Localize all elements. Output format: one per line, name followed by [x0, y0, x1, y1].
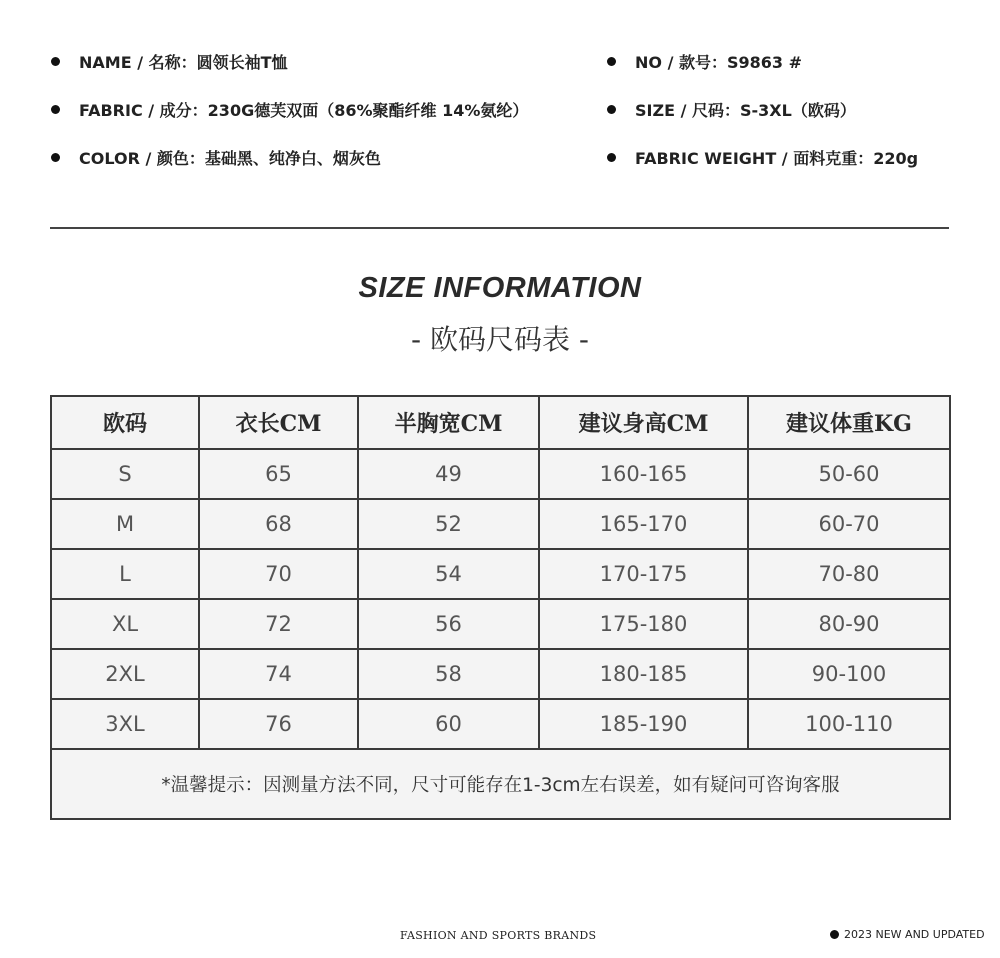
cell-height: 170-175	[539, 549, 748, 599]
header-half-chest: 半胸宽CM	[358, 396, 539, 449]
spec-fabric-text: FABRIC / 成分：230G德芙双面（86%聚酯纤维 14%氨纶）	[79, 101, 529, 120]
cell-height: 180-185	[539, 649, 748, 699]
cell-size: 3XL	[51, 699, 199, 749]
cell-length: 76	[199, 699, 358, 749]
cell-length: 68	[199, 499, 358, 549]
header-height: 建议身高CM	[539, 396, 748, 449]
cell-height: 185-190	[539, 699, 748, 749]
cell-weight: 70-80	[748, 549, 950, 599]
cell-weight: 100-110	[748, 699, 950, 749]
cell-half-chest: 54	[358, 549, 539, 599]
cell-size: XL	[51, 599, 199, 649]
bullet-icon	[607, 57, 616, 66]
footer-update	[830, 928, 985, 941]
table-row	[51, 449, 950, 499]
size-table	[50, 395, 951, 820]
spec-name-text: NAME / 名称：圆领长袖T恤	[79, 53, 288, 72]
spec-color	[51, 146, 381, 169]
spec-no-text: NO / 款号：S9863 #	[635, 53, 803, 72]
cell-weight: 90-100	[748, 649, 950, 699]
bullet-icon	[607, 153, 616, 162]
cell-size: L	[51, 549, 199, 599]
cell-size: M	[51, 499, 199, 549]
cell-length: 70	[199, 549, 358, 599]
footer-brand-text: FASHION AND SPORTS BRANDS	[400, 929, 597, 942]
cell-size: S	[51, 449, 199, 499]
cell-height: 160-165	[539, 449, 748, 499]
cell-weight: 60-70	[748, 499, 950, 549]
bullet-icon	[51, 153, 60, 162]
bullet-icon	[51, 57, 60, 66]
table-header-row	[51, 396, 950, 449]
spec-size-text: SIZE / 尺码：S-3XL（欧码）	[635, 101, 856, 120]
table-row	[51, 599, 950, 649]
cell-half-chest: 60	[358, 699, 539, 749]
cell-half-chest: 49	[358, 449, 539, 499]
cell-half-chest: 56	[358, 599, 539, 649]
bullet-icon	[607, 105, 616, 114]
cell-length: 74	[199, 649, 358, 699]
table-row	[51, 649, 950, 699]
cell-size: 2XL	[51, 649, 199, 699]
spec-fabric-weight-text: FABRIC WEIGHT / 面料克重：220g	[635, 149, 919, 168]
divider	[50, 227, 949, 229]
spec-fabric	[51, 98, 528, 121]
section-title-en: SIZE INFORMATION	[358, 272, 642, 304]
table-row	[51, 699, 950, 749]
header-length: 衣长CM	[199, 396, 358, 449]
spec-fabric-weight	[607, 146, 918, 169]
table-row	[51, 499, 950, 549]
table-note-row	[51, 749, 950, 819]
cell-weight: 50-60	[748, 449, 950, 499]
cell-length: 65	[199, 449, 358, 499]
spec-no	[607, 50, 802, 73]
header-size: 欧码	[51, 396, 199, 449]
measurement-note: *温馨提示：因测量方法不同，尺寸可能存在1-3cm左右误差，如有疑问可咨询客服	[51, 749, 950, 819]
cell-half-chest: 58	[358, 649, 539, 699]
cell-half-chest: 52	[358, 499, 539, 549]
cell-weight: 80-90	[748, 599, 950, 649]
cell-length: 72	[199, 599, 358, 649]
bullet-icon	[51, 105, 60, 114]
cell-height: 175-180	[539, 599, 748, 649]
spec-color-text: COLOR / 颜色：基础黑、纯净白、烟灰色	[79, 149, 381, 168]
header-weight: 建议体重KG	[748, 396, 950, 449]
table-row	[51, 549, 950, 599]
section-title-cn: - 欧码尺码表 -	[410, 323, 589, 356]
spec-name	[51, 50, 288, 73]
spec-size	[607, 98, 856, 121]
bullet-icon	[830, 930, 839, 939]
cell-height: 165-170	[539, 499, 748, 549]
footer-update-text: 2023 NEW AND UPDATED	[844, 928, 985, 941]
